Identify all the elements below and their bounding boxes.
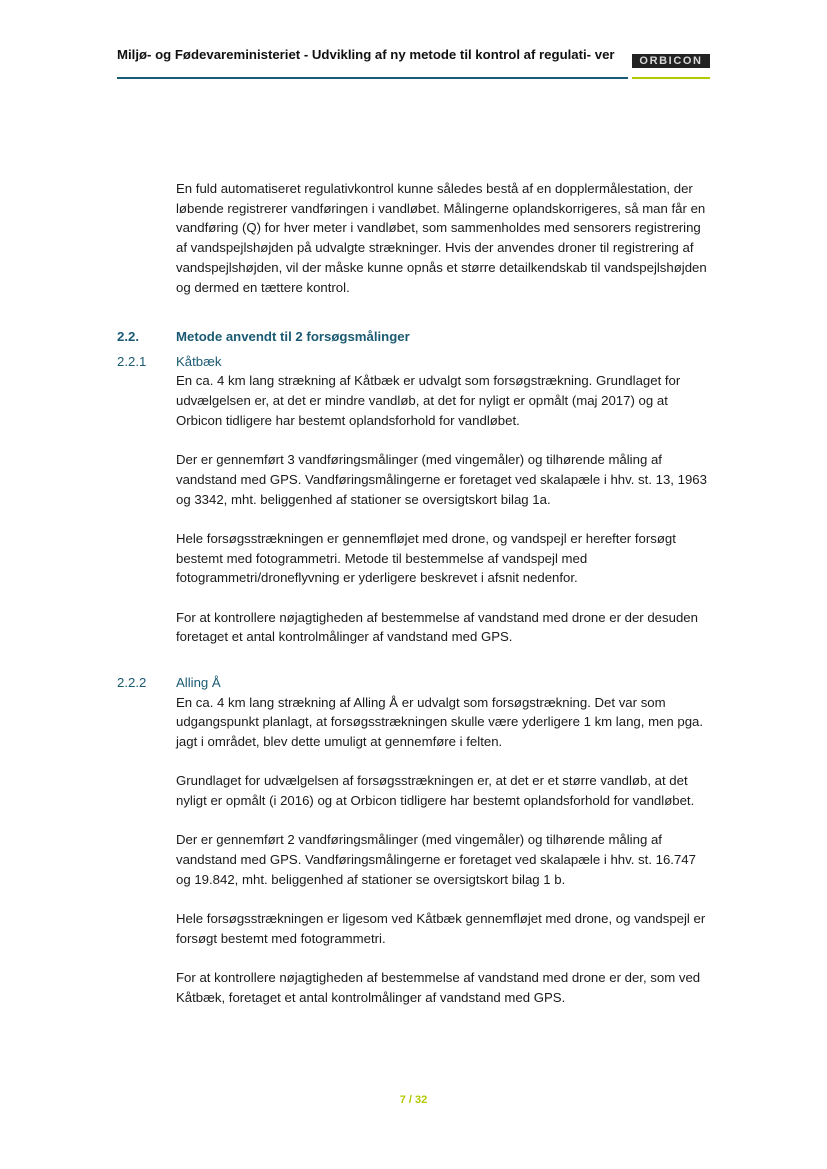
paragraph: En ca. 4 km lang strækning af Alling Å er udvalgt som forsøgstrækning. Det var som udgangspunkt planlagt, at forsøgsstrækningen skulle være yderligere 1 km lang, men pga. jagt i området, blev dette umuligt at gennemføre i felten. <box>176 694 704 749</box>
paragraph: Der er gennemført 2 vandføringsmålinger (med vingemåler) og tilhørende måling af vandstand med GPS. Vandføringsmålingerne er foretaget ved skalapæle i hhv. st. 16.747 og 19.842, mht. beliggenhed af stationer se oversigtskort bilag 1 b. <box>176 832 696 887</box>
paragraph: Hele forsøgsstrækningen er gennemfløjet med drone, og vandspejl er herefter forsøgt bestemt med fotogrammetri. Metode til bestemmelse af vandspejl med fotogrammetri/droneflyvning er yderligere beskrevet i afsnit nedenfor. <box>176 530 676 586</box>
paragraph: Der er gennemført 3 vandføringsmålinger (med vingemåler) og tilhørende måling af vandstand med GPS. Vandføringsmålingerne er foretaget ved skalapæle i hhv. st. 13, 1963 og 3342, mht. beliggenhed af stationer se oversigtskort bilag 1a. <box>176 452 707 507</box>
page-header <box>117 48 710 80</box>
subsection-number: 2.2.2 <box>117 674 147 690</box>
paragraph: For at kontrollere nøjagtigheden af bestemmelse af vandstand med drone er der desuden foretaget et antal kontrolmålinger af vandstand med GPS. <box>176 609 698 645</box>
header-rule-blue <box>117 77 628 79</box>
subsection-heading-2-2-1 <box>117 352 712 372</box>
paragraph: Hele forsøgsstrækningen er ligesom ved Kåtbæk gennemfløjet med drone, og vandspejl er forsøgt bestemt med fotogrammetri. <box>176 911 706 946</box>
section-number: 2.2. <box>117 328 139 344</box>
paragraph: En ca. 4 km lang strækning af Kåtbæk er udvalgt som forsøgstrækning. Grundlaget for udvælgelsen er, at det er mindre vandløb, at det for nyligt er opmålt (maj 2017) og at Orbicon tidligere har bestemt oplandsforhold for vandløbet. <box>176 373 681 428</box>
paragraph: Grundlaget for udvælgelsen af forsøgsstrækningen er, at det er et større vandløb, at det nyligt er opmålt (i 2016) og at Orbicon tidligere har bestemt oplandsforhold for vandløbet. <box>176 773 695 808</box>
paragraph: For at kontrollere nøjagtigheden af bestemmelse af vandstand med drone er der, som ved Kåtbæk, foretaget et antal kontrolmålinger af vandstand med GPS. <box>176 970 701 1005</box>
page-body <box>117 179 712 1027</box>
document-title: Miljø- og Fødevareministeriet - Udvikling af ny metode til kontrol af regulati- ver <box>117 47 615 62</box>
page-number: 7 / 32 <box>399 1094 428 1106</box>
section-heading-2-2 <box>117 327 712 347</box>
header-rule-green <box>632 77 710 79</box>
subsection-heading-2-2-2 <box>117 673 712 693</box>
section-title: Metode anvendt til 2 forsøgsmålinger <box>176 328 410 344</box>
orbicon-logo: ORBICON <box>632 54 710 68</box>
subsection-title: Kåtbæk <box>176 353 222 369</box>
subsection-title: Alling Å <box>176 674 221 690</box>
intro-paragraph: En fuld automatiseret regulativkontrol kunne således bestå af en dopplermålestation, der løbende registrerer vandføringen i vandløbet. Målingerne oplandskorrigeres, så man får en vandføring (Q) for hver meter i vandløbet, som sammenholdes med sensorers registrering af vandspejlshøjden på udvalgte strækninger. Hvis der anvendes droner til registrering af vandspejlshøjden, vil der måske kunne opnås et større detailkendskab til vandspejlshøjden og dermed en tættere kontrol. <box>176 181 707 295</box>
subsection-number: 2.2.1 <box>117 353 147 369</box>
